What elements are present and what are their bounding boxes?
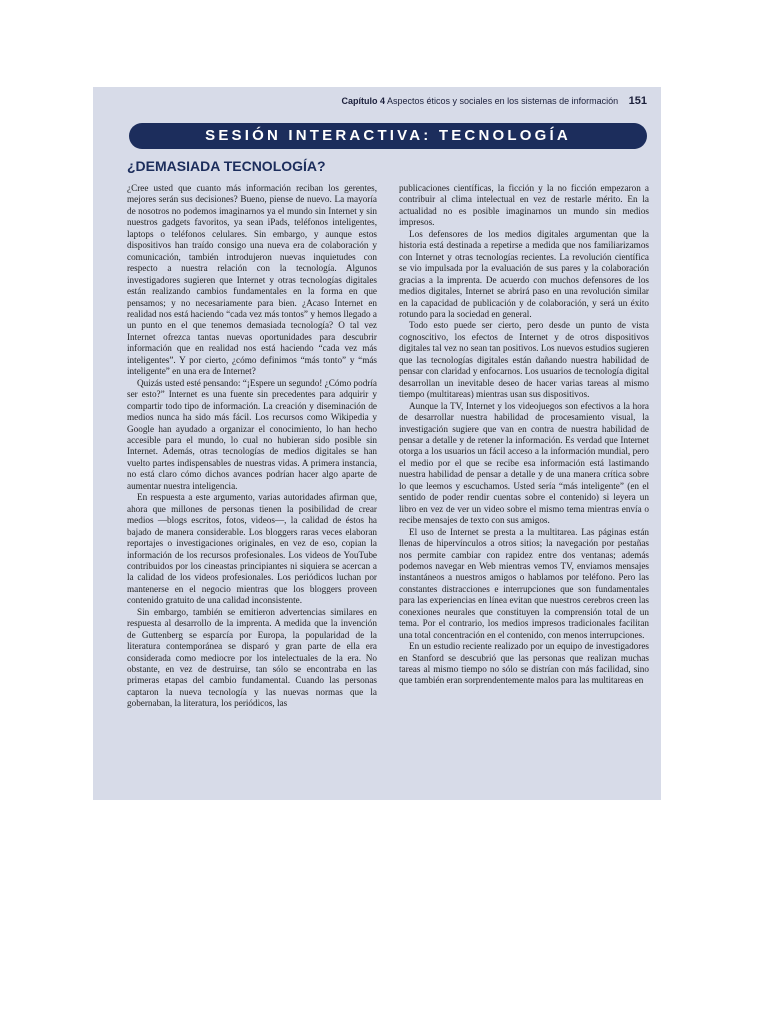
left-column <box>127 183 377 710</box>
paragraph: El uso de Internet se presta a la multitarea. Las páginas están llenas de hipervínculos a otros sitios; la navegación por pestañas nos permite cambiar con rapidez entre dos ventanas; además podemos navegar en Web mientras vemos TV, enviamos mensajes instantáneos a nuestros amigos o hablamos por teléfono. Pero las constantes distracciones e interrupciones que son fundamentales para las experiencias en línea evitan que nuestros cerebros creen las conexiones neurales que constituyen la comprensión total de un tema. Por el contrario, los medios impresos tradicionales facilitan una total concentración en el contenido, con menos interrupciones. <box>399 526 649 640</box>
paragraph: Aunque la TV, Internet y los videojuegos son efectivos a la hora de desarrollar nuestra habilidad de procesamiento visual, la investigación sugiere que van en contra de nuestra habilidad de pensar a detalle y de retener la información. Es verdad que Internet otorga a los usuarios un fácil acceso a la información mundial, pero el medio por el que se recibe esa información está lastimando nuestra habilidad de pensar a detalle y de una manera crítica sobre lo que leemos y escuchamos. Usted sería “más inteligente” (en el sentido de poder rendir cuentas sobre el contenido) si leyera un libro en vez de ver un video sobre el mismo tema mientras envía o recibe mensajes de texto con sus amigos. <box>399 400 649 526</box>
chapter-label: Capítulo 4 <box>341 96 385 106</box>
paragraph: Sin embargo, también se emitieron advertencias similares en respuesta al desarrollo de la imprenta. A medida que la invención de Guttenberg se esparcía por Europa, la popularidad de la literatura contemporánea se disparó y gran parte de ella era considerada como mediocre por los intelectuales de la era. No obstante, en vez de destruirse, tan sólo se encontraba en las primeras etapas del cambio fundamental. Cuando las personas captaron la nueva tecnología y las nuevas normas que la gobernaban, la literatura, los periódicos, las <box>127 606 377 709</box>
page-number: 151 <box>628 95 647 107</box>
session-banner: SESIÓN INTERACTIVA: TECNOLOGÍA <box>129 123 647 149</box>
right-column <box>399 183 649 687</box>
paragraph: Quizás usted esté pensando: “¡Espere un segundo! ¿Cómo podría ser esto?” Internet es una fuente sin precedentes para adquirir y compartir todo tipo de información. La creación y diseminación de medios nunca ha sido más fácil. Los recursos como Wikipedia y Google han ayudado a organizar el conocimiento, lo han hecho accesible para el mundo, lo cual no hubieran sido posible sin Internet. Además, otras tecnologías de medios digitales se han vuelto partes indispensables de nuestras vidas. A primera instancia, no está claro cómo dichos avances podrían hacer algo aparte de aumentar nuestra inteligencia. <box>127 377 377 491</box>
paragraph: publicaciones científicas, la ficción y la no ficción empezaron a contribuir al clima intelectual en vez de restarle mérito. En la actualidad no es posible imaginarnos un mundo sin medios impresos. <box>399 183 649 228</box>
book-page <box>93 87 661 800</box>
paragraph: ¿Cree usted que cuanto más información reciban los gerentes, mejores serán sus decisiones? Bueno, piense de nuevo. La mayoría de nosotros no podemos imaginarnos ya el mundo sin Internet y sin nuestros gadgets favoritos, ya sean iPads, teléfonos inteligentes, laptops o teléfonos celulares. Sin embargo, y aunque estos dispositivos han traído consigo una nueva era de colaboración y comunicación, también introdujeron nuevas inquietudes con respecto a nuestra relación con la tecnología. Algunos investigadores sugieren que Internet y otras tecnologías digitales están realizando cambios fundamentales en la forma en que pensamos; y no necesariamente para bien. ¿Acaso Internet en realidad nos está haciendo “cada vez más tontos” y hemos llegado a un punto en el que tenemos demasiada tecnología? O tal vez Internet ofrezca tantas nuevas oportunidades para descubrir información que en realidad nos está haciendo “cada vez más inteligentes”. Y por cierto, ¿cómo definimos “más tonto” y “más inteligente” en una era de Internet? <box>127 183 377 377</box>
running-header <box>341 95 647 107</box>
article-headline: ¿DEMASIADA TECNOLOGÍA? <box>127 158 326 174</box>
chapter-title: Aspectos éticos y sociales en los sistemas de información <box>387 96 619 106</box>
paragraph: Los defensores de los medios digitales argumentan que la historia está destinada a repetirse a medida que nos familiarizamos con Internet y otras tecnologías recientes. La revolución científica se vio impulsada por la evaluación de sus pares y la colaboración gracias a la imprenta. De acuerdo con muchos defensores de los medios digitales, Internet se abrirá paso en una revolución similar en la capacidad de publicación y de colaboración, y será un éxito rotundo para la sociedad en general. <box>399 228 649 319</box>
paragraph: En respuesta a este argumento, varias autoridades afirman que, ahora que millones de personas tienen la posibilidad de crear medios —blogs escritos, fotos, videos—, la calidad de éstos ha bajado de manera considerable. Los bloggers raras veces elaboran reportajes o investigaciones originales, en vez de eso, copian la información de los recursos profesionales. Los videos de YouTube contribuidos por los cineastas principiantes ni siquiera se acercan a la calidad de los videos profesionales. Los periódicos luchan por mantenerse en el negocio mientras que los bloggers proveen contenido gratuito de una calidad inconsistente. <box>127 492 377 606</box>
paragraph: Todo esto puede ser cierto, pero desde un punto de vista cognoscitivo, los efectos de Internet y de otros dispositivos digitales tal vez no sean tan positivos. Los nuevos estudios sugieren que las tecnologías digitales están dañando nuestra habilidad de pensar con claridad y enfocarnos. Los usuarios de tecnología digital desarrollan un inevitable deseo de hacer varias tareas al mismo tiempo (multitareas) mientras usan sus dispositivos. <box>399 320 649 400</box>
paragraph: En un estudio reciente realizado por un equipo de investigadores en Stanford se descubrió que las personas que realizan muchas tareas al mismo tiempo no sólo se distrían con más facilidad, sino que también eran sorprendentemente malos para las multitareas en <box>399 641 649 686</box>
